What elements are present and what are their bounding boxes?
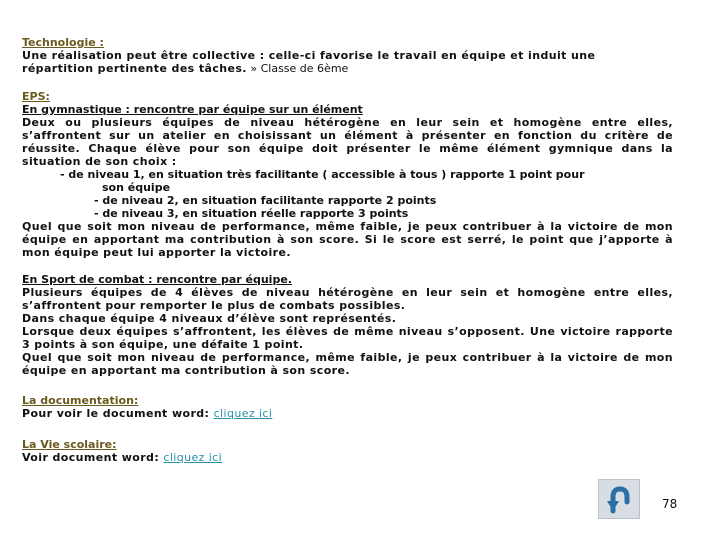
section-technologie	[22, 36, 673, 75]
technologie-line2: répartition pertinente des tâches.	[22, 62, 247, 75]
documentation-text: Pour voir le document word:	[22, 407, 210, 420]
combat-paragraph-2: Dans chaque équipe 4 niveaux d’élève sont représentés.	[22, 312, 397, 325]
gym-item-1a: - de niveau 1, en situation très facilitante ( accessible à tous ) rapporte 1 point pour	[60, 168, 585, 181]
gym-item-1b: son équipe	[102, 181, 171, 194]
technologie-heading: Technologie :	[22, 36, 104, 49]
vie-scolaire-heading: La Vie scolaire:	[22, 438, 117, 451]
combat-paragraph-4: Quel que soit mon niveau de performance, même faible, je peux contribuer à la victoire de mon équipe en apportant ma contribution à son score.	[22, 351, 673, 377]
section-combat	[22, 273, 673, 377]
gym-heading: En gymnastique : rencontre par équipe sur un élément	[22, 103, 363, 116]
return-arrow-icon	[599, 480, 639, 518]
section-eps	[22, 90, 673, 259]
combat-paragraph-3: Lorsque deux équipes s’affrontent, les élèves de même niveau s’opposent. Une victoire rapporte 3 points à son équipe, une défaite 1 point.	[22, 325, 673, 351]
section-documentation	[22, 394, 673, 420]
combat-heading: En Sport de combat : rencontre par équipe.	[22, 273, 292, 286]
gym-item-3: - de niveau 3, en situation réelle rapporte 3 points	[94, 207, 409, 220]
gym-paragraph-2: Quel que soit mon niveau de performance, même faible, je peux contribuer à la victoire de mon équipe en apportant ma contribution à son score. Si le score est serré, le point que j’apporte à mon équipe peut lui apporter la victoire.	[22, 220, 673, 259]
eps-heading: EPS:	[22, 90, 50, 103]
technologie-line1: Une réalisation peut être collective : celle-ci favorise le travail en équipe et induit une	[22, 49, 596, 62]
gym-item-2: - de niveau 2, en situation facilitante rapporte 2 points	[94, 194, 437, 207]
return-button[interactable]	[598, 479, 640, 519]
classe-label: » Classe de 6ème	[250, 62, 349, 75]
page-number: 78	[662, 497, 678, 511]
vie-scolaire-link[interactable]: cliquez ici	[163, 451, 223, 464]
documentation-link[interactable]: cliquez ici	[213, 407, 273, 420]
combat-paragraph-1: Plusieurs équipes de 4 élèves de niveau hétérogène en leur sein et homogène entre elles, s’affrontent pour remporter le plus de combats possibles.	[22, 286, 673, 312]
gym-paragraph-1: Deux ou plusieurs équipes de niveau hétérogène en leur sein et homogène entre elles, s’affrontent sur un atelier en choisissant un élément à présenter en fonction du critère de réussite. Chaque élève pour son équipe doit présenter le même élément gymnique dans la situation de son choix :	[22, 116, 673, 168]
vie-scolaire-text: Voir document word:	[22, 451, 160, 464]
section-vie-scolaire	[22, 438, 673, 464]
documentation-heading: La documentation:	[22, 394, 139, 407]
